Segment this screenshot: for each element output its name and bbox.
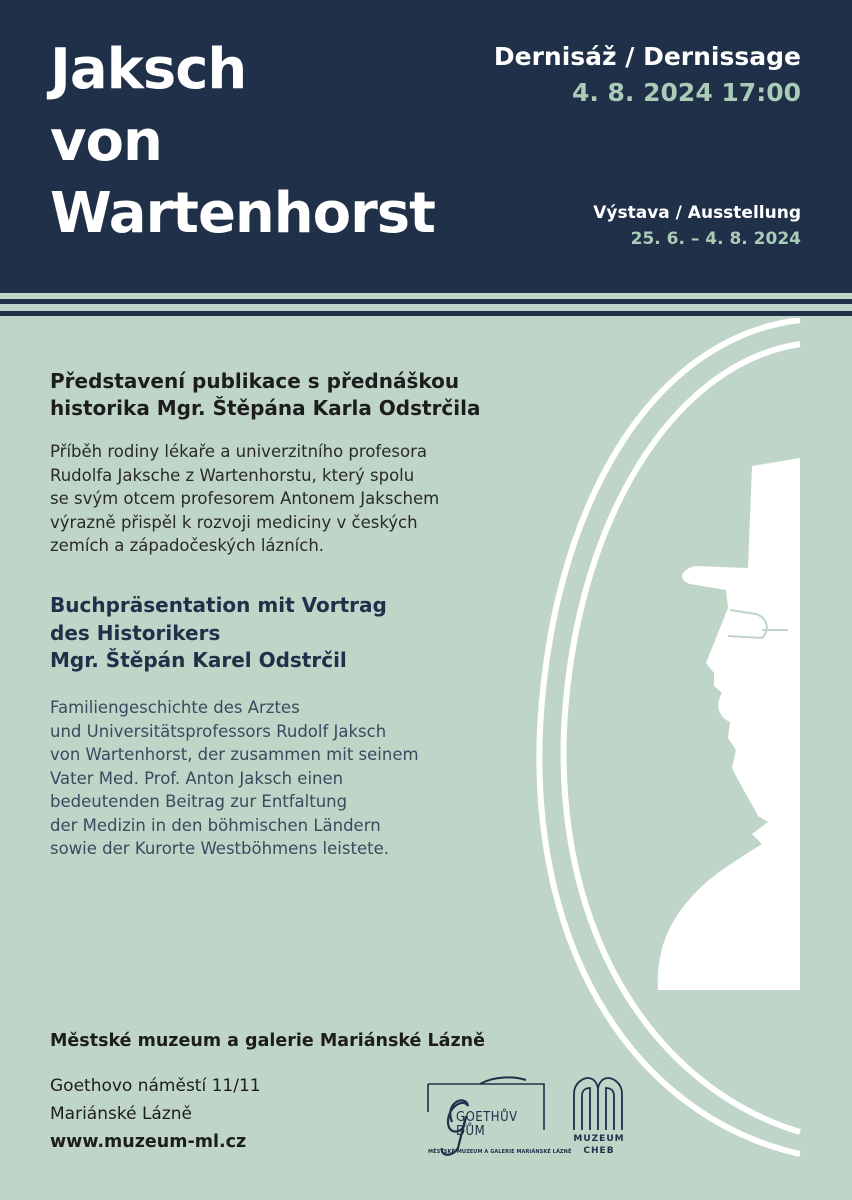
czech-description <box>50 440 520 558</box>
divider-stripe <box>0 299 852 304</box>
german-heading-line: Mgr. Štěpán Karel Odstrčil <box>50 648 347 672</box>
dernissage-date: 4. 8. 2024 17:00 <box>571 78 801 107</box>
german-body-line: von Wartenhorst, der zusammen mit seinem <box>50 745 419 764</box>
czech-body-line: Příběh rodiny lékaře a univerzitního profesora <box>50 442 427 461</box>
title-line: Jaksch <box>50 37 247 102</box>
museum-cheb-logo-text: MUZEUM CHEB <box>573 1134 625 1156</box>
german-body-line: Familiengeschichte des Arztes <box>50 698 300 717</box>
czech-body-line: zemích a západočeských lázních. <box>50 536 325 555</box>
czech-body-line: výrazně přispěl k rozvoji mediciny v českých <box>50 512 418 532</box>
title-line: von <box>50 109 162 174</box>
german-heading-line: Buchpräsentation mit Vortrag <box>50 593 387 617</box>
goethe-logo-name: GOETHŮV DŮM <box>456 1110 518 1139</box>
museum-cheb-logo-icon <box>570 1076 626 1132</box>
german-body-line: der Medizin in den böhmischen Ländern <box>50 815 381 835</box>
portrait-silhouette <box>530 318 852 1158</box>
address-street: Goethovo náměstí 11/11 <box>50 1076 261 1096</box>
profile-silhouette-icon <box>658 458 800 990</box>
website-link[interactable]: www.muzeum-ml.cz <box>50 1132 247 1152</box>
czech-body-line: Rudolfa Jaksche z Wartenhorstu, který spolu <box>50 465 415 485</box>
divider-stripe <box>0 311 852 316</box>
czech-heading-line: historika Mgr. Štěpána Karla Odstrčila <box>50 396 481 420</box>
exhibition-dates: 25. 6. – 4. 8. 2024 <box>630 229 801 249</box>
czech-body-line: se svým otcem profesorem Antonem Jakschem <box>50 489 440 508</box>
poster-title <box>50 34 435 250</box>
german-body-line: sowie der Kurorte Westböhmens leistete. <box>50 839 389 858</box>
dernissage-label: Dernisáž / Dernissage <box>493 42 801 71</box>
german-body-line: Vater Med. Prof. Anton Jaksch einen <box>50 768 344 788</box>
czech-heading-line: Představení publikace s přednáškou <box>50 369 460 393</box>
german-heading-line: des Historikers <box>50 620 221 645</box>
museum-name: Městské muzeum a galerie Mariánské Lázně <box>50 1031 485 1051</box>
title-line: Wartenhorst <box>50 181 435 246</box>
german-heading <box>50 592 470 675</box>
exhibition-label: Výstava / Ausstellung <box>593 203 801 223</box>
german-body-line: bedeutenden Beitrag zur Entfaltung <box>50 792 348 811</box>
header-banner <box>0 0 852 293</box>
german-body-line: und Universitätsprofessors Rudolf Jaksch <box>50 721 387 741</box>
goethe-logo-subtitle: MĚSTSKÉ MUZEUM A GALERIE MARIÁNSKÉ LÁZNĚ <box>428 1149 572 1155</box>
czech-heading <box>50 368 530 422</box>
german-description <box>50 696 490 861</box>
address-city: Mariánské Lázně <box>50 1104 192 1124</box>
